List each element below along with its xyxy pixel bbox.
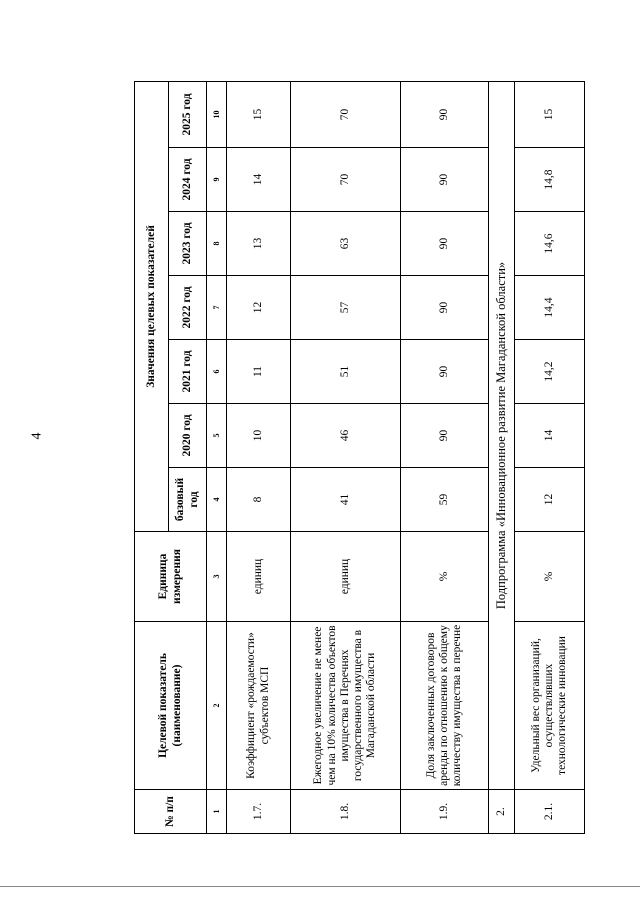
row-value: 14 (515, 404, 585, 468)
row-value: 13 (227, 212, 291, 276)
header-year: 2025 год (169, 81, 207, 147)
header-year: 2024 год (169, 148, 207, 212)
header-unit: Единица измерения (135, 532, 207, 622)
row-value: 46 (291, 404, 401, 468)
table-row (291, 81, 401, 833)
section-title: Подпрограмма «Инновационное развитие Магаданской области» (489, 81, 515, 789)
row-value: 11 (227, 340, 291, 404)
header-indicator: Целевой показатель (наименование) (135, 622, 207, 790)
rotated-table-wrap (134, 0, 633, 834)
row-value: 10 (227, 404, 291, 468)
row-value: 70 (291, 81, 401, 147)
column-number-row (207, 81, 227, 833)
header-year: базовый год (169, 468, 207, 532)
row-value: 51 (291, 340, 401, 404)
row-unit: единиц (291, 532, 401, 622)
header-year: 2021 год (169, 340, 207, 404)
row-value: 12 (515, 468, 585, 532)
table-row (515, 81, 585, 833)
row-value: 14 (227, 148, 291, 212)
header-year: 2023 год (169, 212, 207, 276)
row-value: 90 (401, 404, 489, 468)
col-number: 3 (207, 532, 227, 622)
bottom-rule (0, 886, 640, 887)
row-value: 90 (401, 340, 489, 404)
col-number: 7 (207, 276, 227, 340)
row-value: 90 (401, 276, 489, 340)
page-number: 4 (29, 432, 45, 440)
row-value: 15 (227, 81, 291, 147)
col-number: 5 (207, 404, 227, 468)
header-year: 2022 год (169, 276, 207, 340)
row-value: 8 (227, 468, 291, 532)
section-row (489, 81, 515, 833)
row-value: 14,2 (515, 340, 585, 404)
col-number: 8 (207, 212, 227, 276)
row-value: 90 (401, 212, 489, 276)
col-number: 4 (207, 468, 227, 532)
row-name: Удельный вес организаций, осуществлявших технологические инновации (515, 622, 585, 790)
section-num: 2. (489, 790, 515, 834)
row-value: 14,6 (515, 212, 585, 276)
col-number: 6 (207, 340, 227, 404)
row-unit: единиц (227, 532, 291, 622)
row-value: 70 (291, 148, 401, 212)
row-num: 1.8. (291, 790, 401, 834)
table-row (227, 81, 291, 833)
header-num: № п/п (135, 790, 207, 834)
row-value: 57 (291, 276, 401, 340)
row-num: 1.9. (401, 790, 489, 834)
row-unit: % (515, 532, 585, 622)
row-value: 90 (401, 148, 489, 212)
col-number: 2 (207, 622, 227, 790)
row-value: 14,4 (515, 276, 585, 340)
col-number: 1 (207, 790, 227, 834)
col-number: 10 (207, 81, 227, 147)
row-name: Ежегодное увеличение не менее чем на 10% количества объектов имущества в Перечнях государственного имущества в Магаданской области (291, 622, 401, 790)
row-name: Коэффициент «рождаемости» субъектов МСП (227, 622, 291, 790)
row-num: 2.1. (515, 790, 585, 834)
row-value: 63 (291, 212, 401, 276)
row-unit: % (401, 532, 489, 622)
table-row (401, 81, 489, 833)
row-value: 41 (291, 468, 401, 532)
row-value: 12 (227, 276, 291, 340)
row-value: 14,8 (515, 148, 585, 212)
row-value: 90 (401, 81, 489, 147)
header-values-group: Значения целевых показателей (135, 81, 169, 531)
row-name: Доля заключенных договоров аренды по отношению к общему количеству имущества в перечне (401, 622, 489, 790)
indicators-table (134, 81, 585, 834)
col-number: 9 (207, 148, 227, 212)
row-num: 1.7. (227, 790, 291, 834)
header-year: 2020 год (169, 404, 207, 468)
row-value: 59 (401, 468, 489, 532)
row-value: 15 (515, 81, 585, 147)
